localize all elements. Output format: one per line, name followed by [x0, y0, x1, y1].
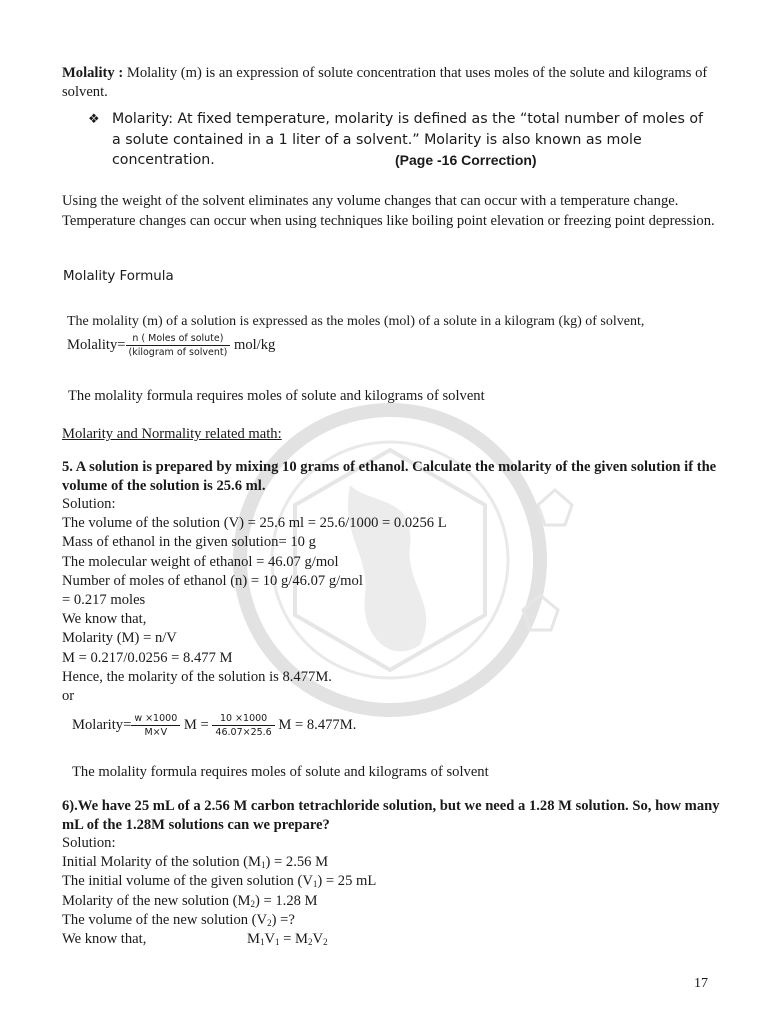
- formula-fraction: [126, 332, 231, 359]
- bullet-icon: ❖: [88, 111, 100, 126]
- dilution-equation: $M_1V_1 = M_2V_2$: [247, 930, 328, 947]
- formula-numerator: n ( Moles of solute): [126, 332, 231, 346]
- molality-term: Molality :: [62, 65, 124, 81]
- solution-line: Hence, the molarity of the solution is 8.477M.: [62, 668, 332, 685]
- question-6-solution: [62, 835, 376, 950]
- molality-requirement-1: The molality formula requires moles of solute and kilograms of solvent: [68, 388, 485, 404]
- solution-line: The initial volume of the given solution $(V_1) = 25$ mL: [62, 873, 377, 890]
- solution-line: The volume of the solution (V) = 25.6 ml = 25.6/1000 = 0.0256 L: [62, 515, 447, 532]
- page-number: 17: [694, 976, 708, 991]
- molarity-formula: [72, 712, 356, 739]
- question-5: [62, 458, 722, 496]
- solution-line: The molecular weight of ethanol = 46.07 g/mol: [62, 553, 339, 570]
- fraction-denominator: 46.07×25.6: [215, 727, 272, 738]
- formula-denominator: (kilogram of solvent): [128, 347, 228, 358]
- solution-line: or: [62, 687, 75, 704]
- molality-text: Molality (m) is an expression of solute concentration that uses moles of the solute and kilograms of solvent.: [62, 65, 708, 100]
- solution-line: The volume of the new solution $(V_2)$ =?: [62, 911, 295, 928]
- solution-line: We know that, $M_1V_1 = M_2V_2$: [62, 930, 328, 947]
- page-correction-note: (Page -16 Correction): [395, 152, 537, 168]
- molarity-fraction-1: [131, 712, 180, 739]
- solution-line: M = 0.217/0.0256 = 8.477 M: [62, 649, 233, 666]
- formula-lhs: Molality=: [67, 336, 126, 353]
- molarity-result: M = 8.477M.: [274, 716, 357, 733]
- section-heading: Molarity and Normality related math:: [62, 426, 282, 442]
- solution-line: = 0.217 moles: [62, 591, 146, 608]
- question-5-solution: [62, 496, 447, 707]
- molarity-term: Molarity: [112, 111, 169, 127]
- question-5-text: 5. A solution is prepared by mixing 10 grams of ethanol. Calculate the molarity of the given solution if the volume of the solution is 25.6 ml.: [62, 459, 717, 494]
- solution-line: Molarity (M) = n/V: [62, 630, 177, 647]
- molarity-fraction-2: [212, 712, 274, 739]
- molality-formula: [67, 332, 275, 359]
- solution-line: We know that,: [62, 611, 147, 628]
- solution-line: Number of moles of ethanol (n) = 10 g/46.07 g/mol: [62, 572, 363, 589]
- fraction-denominator: M×V: [144, 727, 168, 738]
- solution-line: Molarity of the new solution $(M_2) = 1.28$ M: [62, 892, 318, 909]
- molality-formula-heading: Molality Formula: [63, 269, 174, 284]
- solution-label: Solution:: [62, 835, 116, 851]
- solution-line: Initial Molarity of the solution $(M_1) = 2.56$ M: [62, 854, 329, 871]
- question-6: [62, 797, 722, 835]
- fraction-numerator: w ×1000: [131, 712, 180, 726]
- molarity-text: : At fixed temperature, molarity is defined as the “total number of moles of a solute contained in a 1 liter of a solvent.” Molarity is also known as mole concentration.: [112, 111, 704, 168]
- molarity-mid: M =: [180, 716, 209, 733]
- molality-requirement-2: The molality formula requires moles of solute and kilograms of solvent: [72, 764, 489, 780]
- molality-definition: [62, 64, 722, 102]
- formula-unit: mol/kg: [230, 336, 276, 353]
- solution-line: Mass of ethanol in the given solution= 10 g: [62, 534, 316, 551]
- molality-formula-statement: The molality (m) of a solution is expressed as the moles (mol) of a solute in a kilogram (kg) of solvent,: [67, 314, 645, 329]
- fraction-numerator: 10 ×1000: [212, 712, 274, 726]
- molarity-lhs: Molarity=: [72, 716, 132, 733]
- solvent-weight-paragraph: Using the weight of the solvent eliminates any volume changes that can occur with a temperature change. Temperature changes can occur when using techniques like boiling point elevation or freezing point depression.: [62, 193, 715, 229]
- question-6-text: 6).We have 25 mL of a 2.56 M carbon tetrachloride solution, but we need a 1.28 M solution. So, how many mL of the 1.28M solutions can we prepare?: [62, 798, 720, 833]
- solution-line: Solution:: [62, 496, 116, 512]
- molarity-definition: [112, 109, 712, 171]
